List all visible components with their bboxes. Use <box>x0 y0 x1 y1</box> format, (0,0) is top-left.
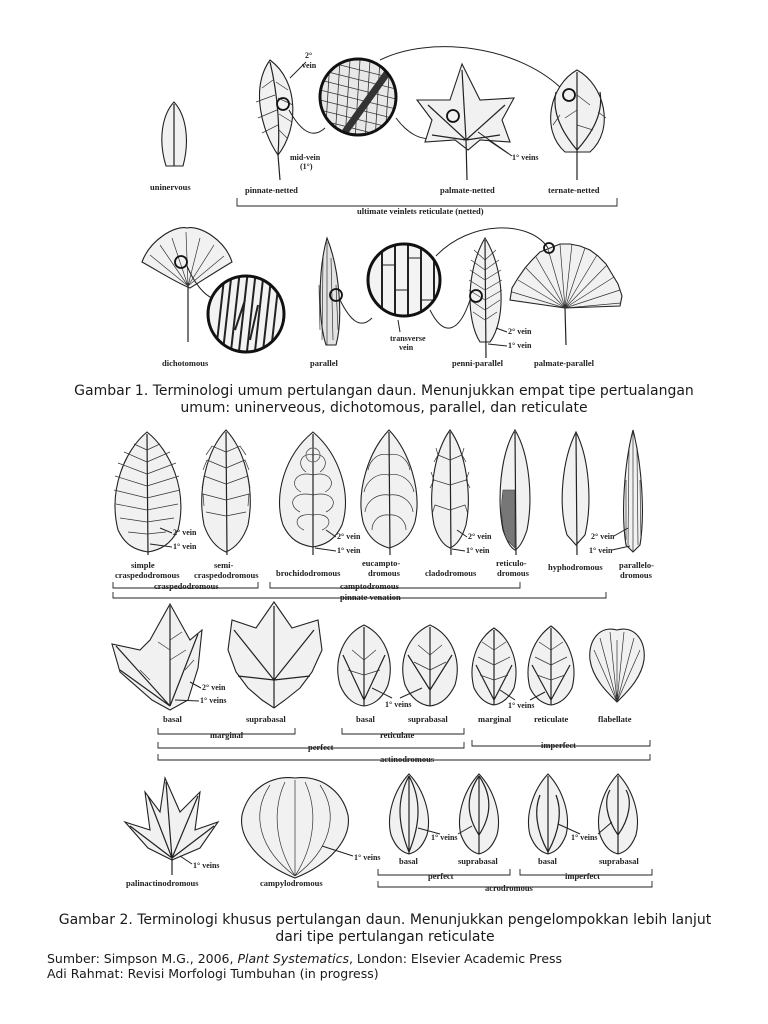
f2r1-vein-1a: 1° vein <box>173 542 197 551</box>
label-penni-parallel: penni-parallel <box>452 358 504 368</box>
cladodromous-leaf <box>430 430 470 555</box>
bracket-craspedodromous: craspedodromous <box>154 581 219 591</box>
label-semi-craspedodromous: craspedodromous <box>194 570 259 580</box>
bracket-r2-actinodromous: actinodromous <box>380 754 435 764</box>
label-r2-suprabasal-2: suprabasal <box>408 714 448 724</box>
reticulodromous-leaf <box>500 430 530 555</box>
figure2-row3 <box>125 774 652 893</box>
f2r2-vein-1a: 1° veins <box>200 696 227 705</box>
semi-craspedodromous-leaf <box>202 430 250 555</box>
bracket-r3-imperfect: imperfect <box>565 871 600 881</box>
hyphodromous-leaf <box>562 432 589 555</box>
label-ternate-netted: ternate-netted <box>548 185 600 195</box>
vein-label-midvein: mid-vein <box>290 153 321 162</box>
f2r3-vein-1a: 1° veins <box>193 861 220 870</box>
source-prefix: Sumber: Simpson M.G., 2006, <box>47 951 238 966</box>
bracket-r2-marginal: marginal <box>210 730 244 740</box>
imperfect-reticulate-leaf <box>528 626 574 705</box>
label-palinactinodromous: palinactinodromous <box>126 878 199 888</box>
label-r3-suprabasal-1: suprabasal <box>458 856 498 866</box>
vein-label-2-vein: 2° vein <box>508 327 532 336</box>
label-hyphodromous: hyphodromous <box>548 562 603 572</box>
source-suffix: , London: Elsevier Academic Press <box>348 951 563 966</box>
label-r3-basal-2: basal <box>538 856 557 866</box>
bracket-r2-reticulate: reticulate <box>380 730 415 740</box>
parallel-leaf <box>319 238 342 345</box>
label-eucampto-dromous: dromous <box>368 568 400 578</box>
label-r2-basal-1: basal <box>163 714 182 724</box>
bracket-ultimate-veinlets: ultimate veinlets reticulate (netted) <box>357 206 484 216</box>
flabellate-leaf <box>590 629 644 702</box>
reticulate-suprabasal-leaf <box>403 625 457 706</box>
label-r2-reticulate: reticulate <box>534 714 569 724</box>
figure2-caption: Gambar 2. Terminologi khusus pertulangan daun. Menunjukkan pengelompokkan lebih lanjut dari tipe pertulangan reticulate <box>58 912 712 945</box>
f2r1-vein-2d: 2° vein <box>591 532 615 541</box>
f2r2-vein-1b: 1° veins <box>385 700 412 709</box>
figure2-row1 <box>113 430 654 602</box>
f2r1-vein-1b: 1° vein <box>337 546 361 555</box>
vein-label-transverse-vein: vein <box>399 343 414 352</box>
f2r1-vein-2c: 2° vein <box>468 532 492 541</box>
f2r3-vein-1c: 1° veins <box>431 833 458 842</box>
magnified-transverse-veins <box>368 240 440 320</box>
label-parallel: parallel <box>310 358 338 368</box>
label-r3-suprabasal-2: suprabasal <box>599 856 639 866</box>
vein-label-transverse: transverse <box>390 334 426 343</box>
acrodromous-imperfect-suprabasal-leaf <box>599 774 638 854</box>
source-citation <box>47 951 562 966</box>
label-reticulo-dromous: dromous <box>497 568 529 578</box>
f2r2-vein-1c: 1° veins <box>508 701 535 710</box>
eucamptodromous-leaf <box>361 430 417 555</box>
vein-label-1-veins: 1° veins <box>512 153 539 162</box>
label-pinnate-netted: pinnate-netted <box>245 185 298 195</box>
simple-craspedodromous-leaf <box>114 432 181 555</box>
palmate-netted-leaf <box>417 64 514 180</box>
magnified-netted-veinlets <box>320 59 400 140</box>
label-dichotomous: dichotomous <box>162 358 209 368</box>
label-palmate-parallel: palmate-parallel <box>534 358 594 368</box>
pinnate-netted-leaf <box>256 60 293 180</box>
vein-label-vein: vein <box>302 61 317 70</box>
bracket-r2-perfect: perfect <box>308 742 334 752</box>
f2r1-vein-1d: 1° vein <box>589 546 613 555</box>
vein-label-1-vein: 1° vein <box>508 341 532 350</box>
uninervous-leaf <box>162 102 187 166</box>
label-uninervous: uninervous <box>150 182 191 192</box>
bracket-r3-acrodromous: acrodromous <box>485 883 533 893</box>
vein-label-2: 2° <box>305 51 313 60</box>
label-r2-basal-2: basal <box>356 714 375 724</box>
label-eucampto: eucampto- <box>362 558 401 568</box>
label-r3-basal-1: basal <box>399 856 418 866</box>
actinodromous-suprabasal-leaf <box>228 602 322 708</box>
vein-label-midvein-1: (1°) <box>300 162 313 171</box>
penni-parallel-leaf <box>469 238 502 358</box>
magnified-dichotomous-veins <box>208 270 284 360</box>
bracket-r3-perfect: perfect <box>428 871 454 881</box>
label-campylodromous: campylodromous <box>260 878 323 888</box>
figure2-row2 <box>112 602 650 764</box>
label-simple: simple <box>131 560 155 570</box>
acrodromous-imperfect-basal-leaf <box>529 774 568 854</box>
acrodromous-perfect-basal-leaf <box>390 774 429 854</box>
label-cladodromous: cladodromous <box>425 568 477 578</box>
label-parallelo: parallelo- <box>619 560 654 570</box>
f2r1-vein-1c: 1° vein <box>466 546 490 555</box>
label-reticulo: reticulo- <box>496 558 527 568</box>
f2r3-vein-1d: 1° veins <box>571 833 598 842</box>
figure1-row2 <box>142 228 622 368</box>
figure1-row1 <box>150 47 617 216</box>
campylodromous-leaf <box>242 778 349 878</box>
label-palmate-netted: palmate-netted <box>440 185 495 195</box>
label-r2-marginal: marginal <box>478 714 512 724</box>
f2r3-vein-1b: 1° veins <box>354 853 381 862</box>
label-brochidodromous: brochidodromous <box>276 568 341 578</box>
label-simple-craspedodromous: craspedodromous <box>115 570 180 580</box>
actinodromous-basal-leaf <box>112 604 202 710</box>
figure1-caption: Gambar 1. Terminologi umum pertulangan daun. Menunjukkan empat tipe pertualangan umum: uninerveous, dichotomous, parallel, dan reticulate <box>74 383 694 416</box>
f2r1-vein-2b: 2° vein <box>337 532 361 541</box>
bracket-pinnate-venation: pinnate venation <box>340 592 401 602</box>
f2r1-vein-2a: 2° vein <box>173 528 197 537</box>
source-author-note: Adi Rahmat: Revisi Morfologi Tumbuhan (in progress) <box>47 966 379 981</box>
source-book-title: Plant Systematics <box>237 951 349 966</box>
bracket-r2-imperfect: imperfect <box>541 740 576 750</box>
acrodromous-perfect-suprabasal-leaf <box>460 774 499 854</box>
bracket-camptodromous: camptodromous <box>340 581 399 591</box>
imperfect-marginal-leaf <box>472 628 516 705</box>
reticulate-basal-leaf <box>338 625 390 706</box>
f2r2-vein-2: 2° vein <box>202 683 226 692</box>
label-r2-flabellate: flabellate <box>598 714 632 724</box>
label-parallelo-dromous: dromous <box>620 570 652 580</box>
label-semi: semi- <box>214 560 234 570</box>
parallelodromous-leaf <box>624 430 643 552</box>
label-r2-suprabasal-1: suprabasal <box>246 714 286 724</box>
